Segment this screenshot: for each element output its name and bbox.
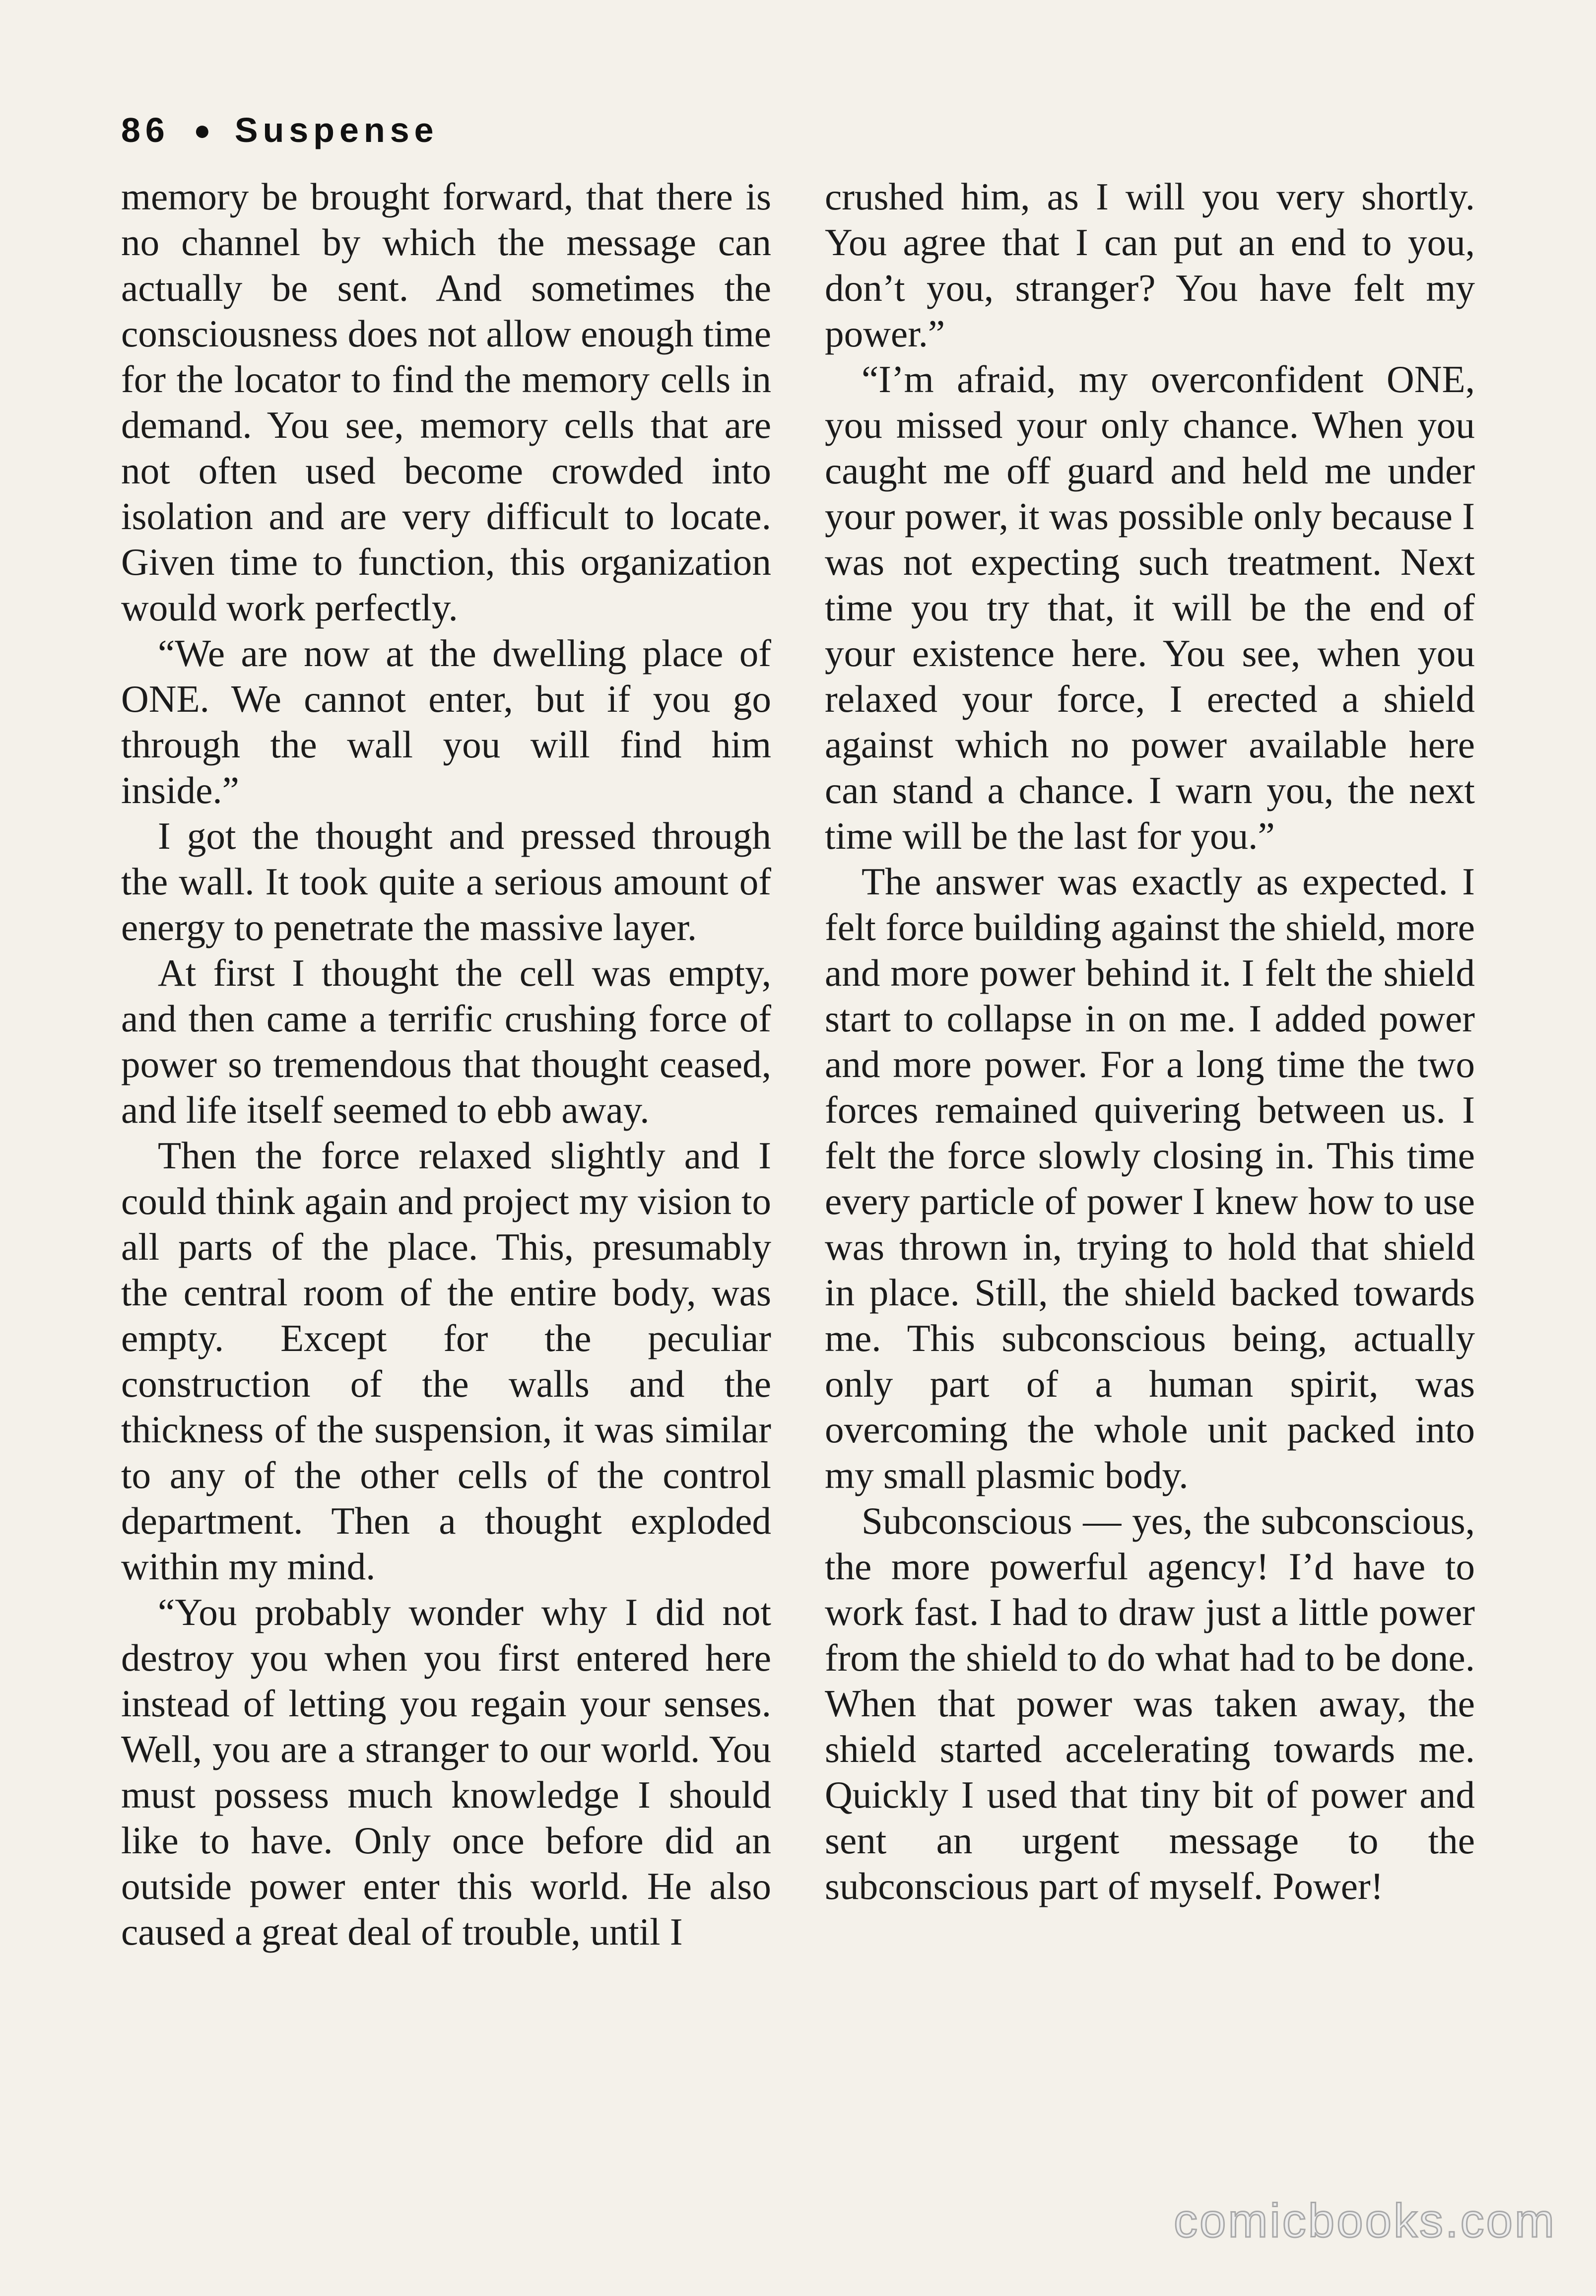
paragraph: “We are now at the dwelling place of ONE. We cannot enter, but if you go through the wall you will find him inside.” — [121, 632, 771, 811]
paragraph: At first I thought the cell was empty, and then came a terrific crushing force of power so tremendous that thought ceased, and life itself seemed to ebb away. — [121, 951, 771, 1131]
page-number: 86 — [121, 111, 170, 149]
left-column — [121, 174, 771, 1955]
paragraph: Then the force relaxed slightly and I could think again and project my vision to all parts of the place. This, presumably the central room of the entire body, was empty. Except for the peculiar construction of the walls and the thickness of the suspension, it was similar to any of the other cells of the control department. Then a thought exploded within my mind. — [121, 1134, 771, 1588]
running-title: Suspense — [234, 111, 439, 149]
right-column — [825, 174, 1475, 1909]
paragraph: Subconscious — yes, the subconscious, the more powerful agency! I’d have to work fast. I had to draw just a little power from the shield to do what had to be done. When that power was taken away, the shield started accelerating towards me. Quickly I used that tiny bit of power and sent an urgent message to the subconscious part of myself. Power! — [825, 1499, 1475, 1907]
paragraph: crushed him, as I will you very shortly. You agree that I can put an end to you, don’t you, stranger? You have felt my power.” — [825, 175, 1475, 355]
paragraph: The answer was exactly as expected. I felt force building against the shield, more and more power behind it. I felt the shield start to collapse in on me. I added power and more power. For a long time the two forces remained quivering between us. I felt the force slowly closing in. This time every particle of power I knew how to use was thrown in, trying to hold that shield in place. Still, the shield backed towards me. This subconscious being, actually only part of a human spirit, was overcoming the whole unit packed into my small plasmic body. — [825, 860, 1475, 1496]
paragraph: “You probably wonder why I did not destroy you when you first entered here instead of letting you regain your senses. Well, you are a stranger to our world. You must possess much knowledge I should like to have. Only once before did an outside power enter this world. He also caused a great deal of trouble, until I — [121, 1591, 771, 1953]
header-bullet: ● — [193, 114, 211, 146]
paragraph: I got the thought and pressed through the wall. It took quite a serious amount of energy to penetrate the massive layer. — [121, 814, 771, 948]
page-header — [121, 110, 439, 150]
paragraph: memory be brought forward, that there is no channel by which the message can actually be sent. And sometimes the consciousness does not allow enough time for the locator to find the memory cells in demand. You see, memory cells that are not often used become crowded into isolation and are very difficult to locate. Given time to function, this organization would work perfectly. — [121, 175, 771, 629]
site-watermark: comicbooks.com — [1174, 2194, 1556, 2247]
paragraph: “I’m afraid, my overconfident ONE, you missed your only chance. When you caught me off guard and held me under your power, it was possible only because I was not expecting such treatment. Next time you try that, it will be the end of your existence here. You see, when you relaxed your force, I erected a shield against which no power available here can stand a chance. I warn you, the next time will be the last for you.” — [825, 358, 1475, 857]
